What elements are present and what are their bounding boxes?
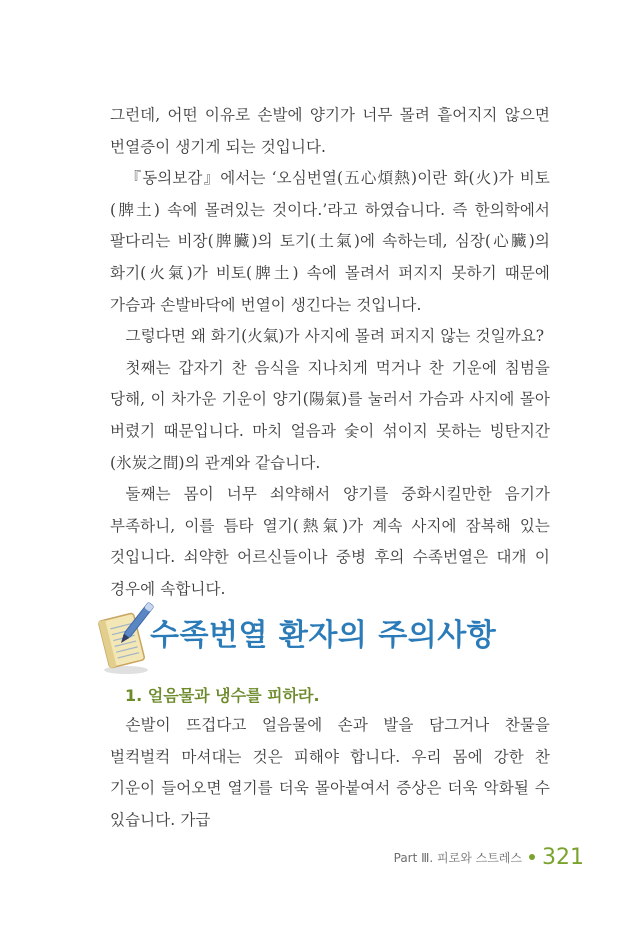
paragraph: 둘째는 몸이 너무 쇠약해서 양기를 중화시킬만한 음기가 부족하니, 이를 틈타 열기(熱氣)가 계속 사지에 잠복해 있는 것입니다. 쇠약한 어르신들이나 중병 후의 수족번열은 대개 이 경우에 속합니다.: [110, 485, 550, 598]
body-text: [110, 100, 550, 606]
paragraph: 첫째는 갑자기 찬 음식을 지나치게 먹거나 찬 기운에 침범을 당해, 이 차가운 기운이 양기(陽氣)를 눌러서 가슴과 사지에 몰아 버렸기 때문입니다. 마치 얼음과 숯이 섞이지 못하는 빙탄지간(氷炭之間)의 관계와 같습니다.: [110, 358, 550, 472]
paragraph: 그렇다면 왜 화기(火氣)가 사지에 몰려 퍼지지 않는 것일까요?: [125, 327, 545, 346]
paragraph: 『동의보감』에서는 ‘오심번열(五心煩熱)이란 화(火)가 비토(脾土) 속에 몰려있는 것이다.’라고 하였습니다. 즉 한의학에서 팔다리는 비장(脾臟)의 토기(土氣)에 속하는데, 심장(心臟)의 화기(火氣)가 비토(脾土) 속에 몰려서 퍼지지 못하기 때문에 가슴과 손발바닥에 번열이 생긴다는 것입니다.: [110, 169, 550, 314]
page-footer: [394, 842, 584, 872]
section-header: [96, 600, 556, 680]
subheading: 1. 얼음물과 냉수를 피하라.: [125, 686, 320, 705]
paragraph: 그런데, 어떤 이유로 손발에 양기가 너무 몰려 흩어지지 않으면 번열증이 생기게 되는 것입니다.: [110, 106, 550, 156]
bullet-dot-icon: [529, 854, 535, 860]
page-number: 321: [542, 844, 584, 870]
section-title: 수족번열 환자의 주의사항: [150, 618, 497, 653]
notebook-pen-icon: [96, 600, 154, 676]
body-text: [110, 710, 550, 836]
paragraph: 손발이 뜨겁다고 얼음물에 손과 발을 담그거나 찬물을 벌컥벌컥 마셔대는 것은 피해야 합니다. 우리 몸에 강한 찬 기운이 들어오면 열기를 더욱 몰아붙여서 증상은 더욱 악화될 수 있습니다. 가급: [110, 716, 550, 829]
running-head: Part Ⅲ. 피로와 스트레스: [393, 850, 522, 865]
